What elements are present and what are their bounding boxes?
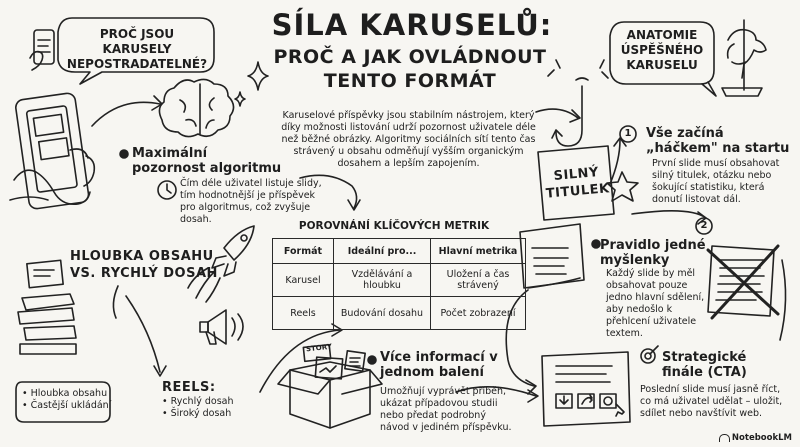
notebook-logo-icon (719, 434, 730, 442)
finale-text: Poslední slide musí jasně říct, co má uživatel udělat – uložit, sdílet nebo navštívit web. (640, 384, 783, 419)
one-idea-title: Pravidlo jedné myšlenky (600, 238, 706, 268)
table-cell: Vzdělávání a hloubku (334, 264, 431, 297)
bullet-dot (592, 240, 600, 248)
list-item: • Rychlý dosah (162, 396, 234, 407)
step-2-number: 2 (700, 220, 708, 231)
comparison-table (272, 238, 526, 330)
list-item-text: Častější ukládání (30, 400, 112, 411)
page-title-line-1: SÍLA KARUSELŮ: (271, 8, 553, 42)
carousel-horse-icon (722, 20, 766, 96)
hook-title: Vše začíná „háčkem" na startu (646, 126, 790, 156)
arrow-phone-brain (92, 102, 160, 126)
intro-text: Karuselové příspěvky jsou stabilním nástrojem, který díky možnosti listování udrží pozornost uživatele déle než běžné obrázky. Algoritmy sociálních sítí tento čas strávený u obsahu odměňují vyšším organickým dosahem a lepším zapojením. (281, 110, 536, 169)
comparison-table-wrap (272, 238, 526, 330)
page-title-line-2: PROČ A JAK OVLÁDNOUT (273, 46, 547, 68)
star-icon (607, 172, 638, 201)
list-item-text: Hloubka obsahu (30, 388, 108, 399)
story-box-icon (278, 342, 382, 428)
bullet-dot (120, 150, 128, 158)
good-slide-icon (520, 224, 584, 288)
table-header-cell: Formát (273, 239, 334, 264)
table-cell: Uložení a čas strávený (431, 264, 526, 297)
sparkle-icon (235, 92, 245, 106)
table-header-row (273, 239, 526, 264)
arrow-finale-right (780, 260, 786, 340)
reels-label: REELS: (162, 380, 216, 395)
clock-icon (158, 181, 176, 199)
hook-text: První slide musí obsahovat silný titulek, otázku nebo šokující statistiku, která donutí listovat dál. (652, 158, 780, 205)
hook-card-text: SILNÝ TITULEK (545, 165, 611, 202)
table-row (273, 297, 526, 330)
max-attention-title: Maximální pozornost algoritmu (132, 146, 282, 176)
story-label: STORY (305, 342, 333, 354)
table-header-cell: Ideální pro... (334, 239, 431, 264)
books-icon (18, 294, 76, 354)
arrow-right-flow-1 (632, 211, 706, 218)
one-idea-text: Každý slide by měl obsahovat pouze jedno hlavní sdělení, aby nedošlo k přehlcení uživatele textem. (606, 268, 705, 339)
finale-title: Strategické finále (CTA) (662, 350, 747, 380)
step-1-number: 1 (624, 128, 632, 139)
list-item: • Široký dosah (162, 408, 232, 419)
depth-vs-reach-label: HLOUBKA OBSAHU VS. RYCHLÝ DOSAH (70, 249, 218, 281)
table-header-cell: Hlavní metrika (431, 239, 526, 264)
page-title-line-3: TENTO FORMÁT (323, 70, 497, 92)
table-cell: Počet zobrazení (431, 297, 526, 330)
more-info-text: Umožňují vyprávět příběh, ukázat případovou studii nebo předat podrobný návod v jediném příspěvku. (380, 386, 512, 433)
table-cell: Reels (273, 297, 334, 330)
target-icon (641, 346, 658, 363)
cta-slide-icon (542, 352, 630, 426)
crossed-slide-icon (708, 246, 778, 318)
list-item: • Častější ukládání (22, 400, 112, 411)
brain-icon (159, 79, 233, 136)
bullet-dot (368, 356, 376, 364)
table-cell: Karusel (273, 264, 334, 297)
brand-text: NotebookLM (731, 433, 792, 443)
anatomy-bubble-text: ANATOMIE ÚSPĚŠNÉHO KARUSELU (620, 28, 704, 72)
phone-carousel-icon (10, 92, 94, 209)
list-item-text: Široký dosah (170, 408, 232, 419)
comparison-title: POROVNÁNÍ KLÍČOVÝCH METRIK (298, 220, 490, 232)
max-attention-text: Čím déle uživatel listuje slidy, tím hodnotnější je příspěvek pro algoritmus, což zvyšuje dosah. (180, 178, 322, 225)
list-item: • Hloubka obsahu (22, 388, 108, 399)
table-row (273, 264, 526, 297)
megaphone-icon (200, 310, 243, 344)
notes-icon (27, 260, 63, 287)
more-info-title: Více informací v jednom balení (380, 350, 498, 380)
list-item-text: Rychlý dosah (170, 396, 234, 407)
phone-hand-icon (30, 30, 54, 70)
brand-logo (719, 433, 792, 443)
table-cell: Budování dosahu (334, 297, 431, 330)
carousel-benefits-list (22, 388, 112, 412)
why-bubble-text: PROČ JSOU KARUSELY NEPOSTRADATELNÉ? (66, 27, 208, 71)
reels-list (162, 396, 252, 420)
